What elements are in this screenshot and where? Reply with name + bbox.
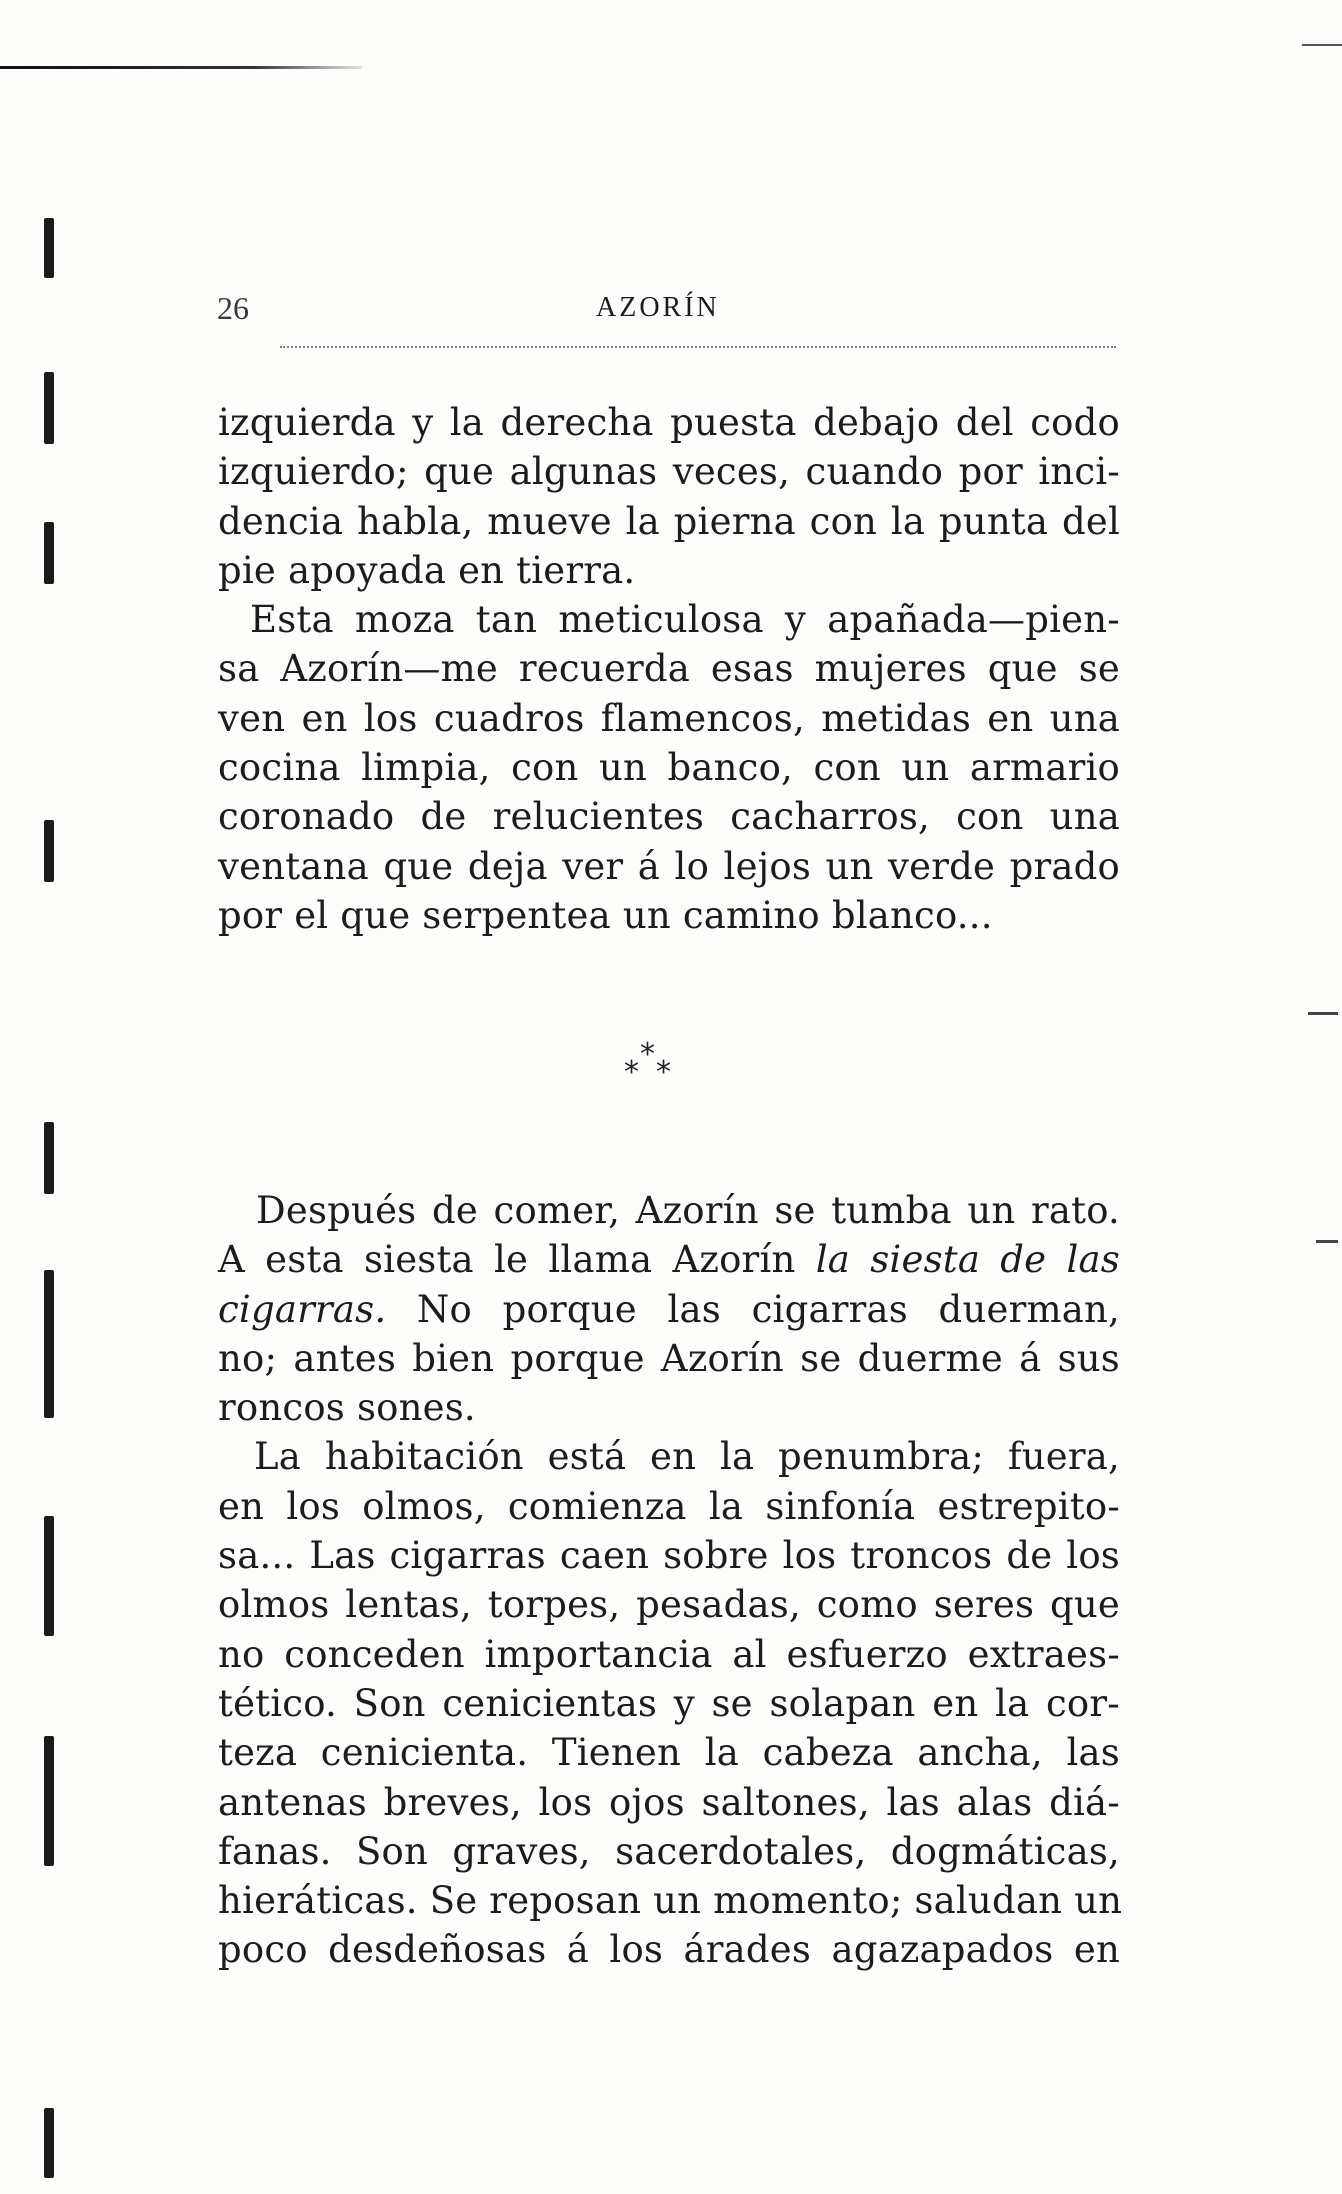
text-line: cocina limpia, con un banco, con un armario bbox=[218, 746, 1120, 790]
text-section-1 bbox=[218, 398, 1120, 940]
text-line: izquierdo; que algunas veces, cuando por inci- bbox=[218, 450, 1120, 494]
scan-edge-line bbox=[1316, 1240, 1338, 1243]
italic-phrase: la siesta de las bbox=[815, 1238, 1120, 1282]
text-section-2 bbox=[218, 1186, 1123, 1975]
text-line: no; antes bien porque Azorín se duerme á sus bbox=[218, 1336, 1120, 1380]
asterism-separator bbox=[618, 1037, 682, 1090]
text-line: dencia habla, mueve la pierna con la punta del bbox=[218, 499, 1120, 543]
binding-shadow-mark bbox=[44, 218, 54, 278]
binding-shadow-mark bbox=[44, 1270, 54, 1418]
binding-shadow-mark bbox=[44, 522, 54, 584]
scan-edge-line bbox=[1302, 44, 1342, 46]
binding-shadow-mark bbox=[44, 2108, 54, 2178]
text-span: No porque las cigarras duerman, bbox=[386, 1287, 1120, 1331]
text-line: roncos sones. bbox=[218, 1386, 476, 1430]
text-line: olmos lentas, torpes, pesadas, como seres que bbox=[218, 1583, 1120, 1627]
text-line: teza cenicienta. Tienen la cabeza ancha, las bbox=[218, 1731, 1120, 1775]
asterisk-glyph: * bbox=[656, 1055, 671, 1090]
text-line: ven en los cuadros flamencos, metidas en una bbox=[218, 696, 1120, 740]
scan-edge-line bbox=[0, 66, 362, 69]
scan-edge-line bbox=[1308, 1012, 1338, 1015]
text-line: por el que serpentea un camino blanco... bbox=[218, 893, 993, 937]
header-rule bbox=[280, 346, 1116, 348]
italic-phrase: cigarras. bbox=[218, 1287, 387, 1331]
text-line: coronado de relucientes cacharros, con una bbox=[218, 795, 1120, 839]
text-span: A esta siesta le llama Azorín bbox=[218, 1238, 816, 1282]
text-line: en los olmos, comienza la sinfonía estrepito- bbox=[218, 1484, 1120, 1528]
paragraph bbox=[218, 595, 1120, 940]
asterisk-glyph: * bbox=[624, 1055, 639, 1090]
text-line: no conceden importancia al esfuerzo extraes- bbox=[218, 1632, 1120, 1676]
binding-shadow-mark bbox=[44, 1736, 54, 1866]
text-line: pie apoyada en tierra. bbox=[218, 548, 636, 592]
binding-shadow-mark bbox=[44, 1122, 54, 1194]
running-title: AZORÍN bbox=[596, 292, 720, 323]
binding-shadow-mark bbox=[44, 372, 54, 444]
text-line: La habitación está en la penumbra; fuera, bbox=[254, 1435, 1120, 1479]
text-line: sa Azorín—me recuerda esas mujeres que se bbox=[218, 647, 1120, 691]
binding-shadow-mark bbox=[44, 1516, 54, 1636]
text-line bbox=[218, 1285, 1120, 1334]
text-line: antenas breves, los ojos saltones, las alas diá- bbox=[218, 1780, 1120, 1824]
page-number: 26 bbox=[217, 290, 249, 326]
text-line bbox=[218, 1235, 1120, 1284]
text-line: izquierda y la derecha puesta debajo del codo bbox=[218, 401, 1120, 444]
text-line: fanas. Son graves, sacerdotales, dogmáticas, bbox=[218, 1829, 1120, 1873]
asterisk-glyph: * bbox=[640, 1037, 655, 1072]
text-line: Después de comer, Azorín se tumba un rato. bbox=[256, 1189, 1120, 1232]
text-line: ventana que deja ver á lo lejos un verde prado bbox=[218, 844, 1120, 888]
text-line: tético. Son cenicientas y se solapan en la cor- bbox=[218, 1681, 1120, 1725]
text-line: sa... Las cigarras caen sobre los troncos de los bbox=[218, 1534, 1120, 1578]
text-line: hieráticas. Se reposan un momento; saludan un bbox=[218, 1879, 1123, 1923]
paragraph bbox=[218, 1186, 1120, 1432]
paragraph bbox=[218, 1432, 1123, 1974]
text-line: poco desdeñosas á los árades agazapados en bbox=[218, 1928, 1120, 1972]
text-line: Esta moza tan meticulosa y apañada—pien- bbox=[250, 598, 1120, 642]
binding-shadow-mark bbox=[44, 820, 54, 882]
paragraph bbox=[218, 398, 1120, 595]
